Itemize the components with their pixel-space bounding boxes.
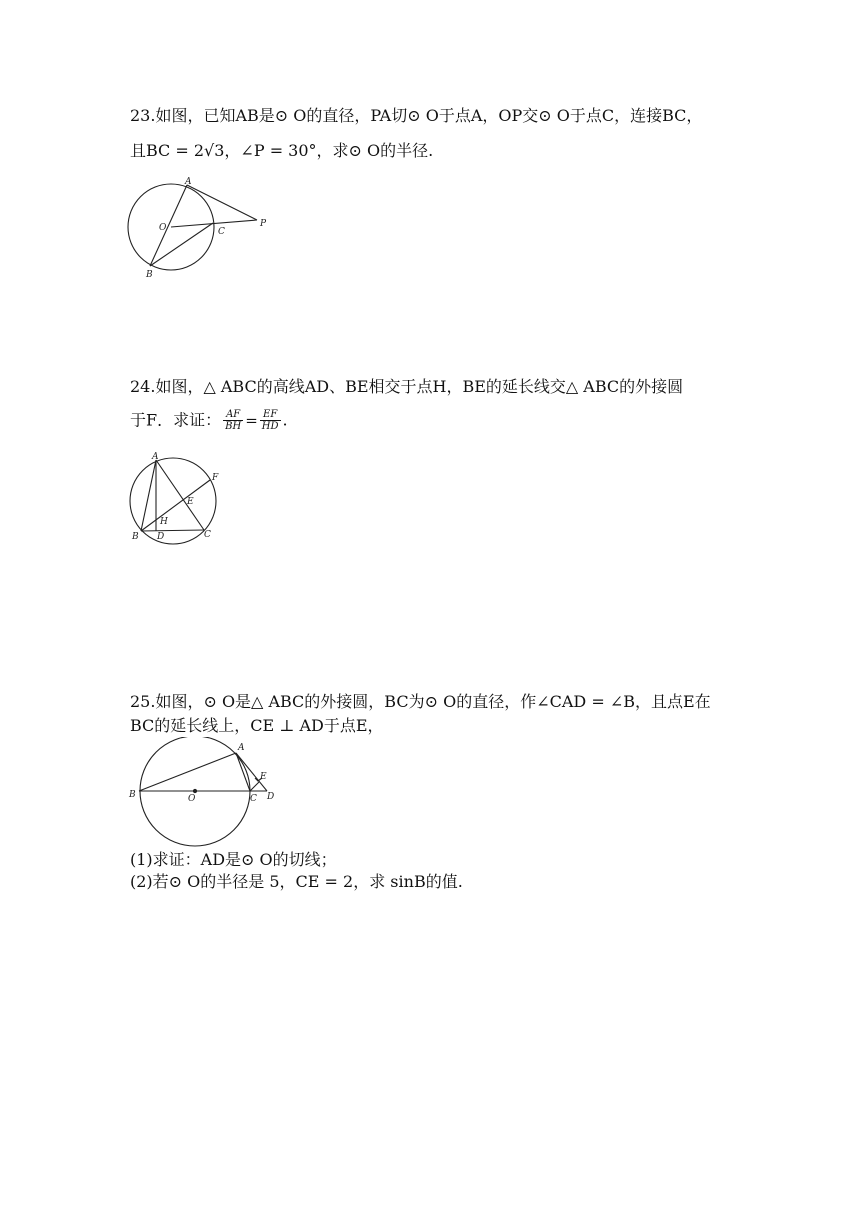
q24-frac2-den: HD (261, 421, 279, 432)
q24-line-bc (141, 530, 204, 531)
q24-label-a: A (152, 452, 159, 462)
q24-label-f: F (212, 473, 219, 483)
q24-text-line1: 24.如图，△ ABC的高线AD、BE相交于点H，BE的延长线交△ ABC的外接圆 (130, 377, 684, 396)
q24-label-b: B (132, 532, 139, 542)
q25-label-d: D (267, 792, 275, 802)
q25-part2: (2)若⊙ O的半径是 5，CE = 2，求 sinB的值. (130, 872, 463, 891)
q24-equals: = (245, 411, 258, 430)
q23-text-line1: 23.如图，已知AB是⊙ O的直径，PA切⊙ O于点A，OP交⊙ O于点C，连接BC， (130, 106, 703, 125)
q25-label-b: B (129, 790, 136, 800)
q23-line-ap (187, 185, 257, 220)
q24-fraction-ef-hd (260, 409, 281, 432)
q25-figure (126, 737, 286, 847)
q24-text-line2 (130, 407, 288, 434)
q24-label-h: H (160, 517, 168, 527)
q24-label-d: D (157, 532, 165, 542)
q25-part1: (1)求证：AD是⊙ O的切线； (130, 850, 337, 869)
q23-label-b: B (146, 270, 153, 280)
q24-fraction-af-bh (223, 409, 243, 432)
q25-line-ba (139, 753, 236, 791)
q25-label-o: O (188, 794, 196, 804)
q24-line2-suffix: . (282, 410, 288, 430)
q24-line2-prefix: 于F．求证： (130, 410, 222, 430)
q25-text-line1: 25.如图，⊙ O是△ ABC的外接圆，BC为⊙ O的直径，作∠CAD = ∠B，且点E在 (130, 692, 711, 711)
q24-frac1-den: BH (225, 421, 242, 432)
q25-line-ac (236, 753, 250, 791)
q25-center-dot (193, 789, 196, 792)
q23-figure (126, 175, 276, 285)
q23-label-a: A (185, 177, 192, 187)
q24-label-e: E (187, 497, 194, 507)
q23-label-o: O (159, 223, 167, 233)
q24-figure (126, 448, 226, 548)
q23-text-line2: 且BC = 2√3，∠P = 30°，求⊙ O的半径. (130, 141, 434, 160)
q25-label-a: A (238, 743, 245, 753)
q25-text-line2: BC的延长线上，CE ⊥ AD于点E， (130, 716, 384, 735)
q23-label-c: C (218, 227, 225, 237)
q24-label-c: C (204, 530, 211, 540)
q24-frac2-num: EF (260, 409, 281, 421)
q25-label-e: E (260, 772, 267, 782)
q23-label-p: P (260, 219, 267, 229)
q25-line-ce (250, 782, 259, 791)
q25-label-c: C (250, 794, 257, 804)
q24-frac1-num: AF (223, 409, 243, 421)
